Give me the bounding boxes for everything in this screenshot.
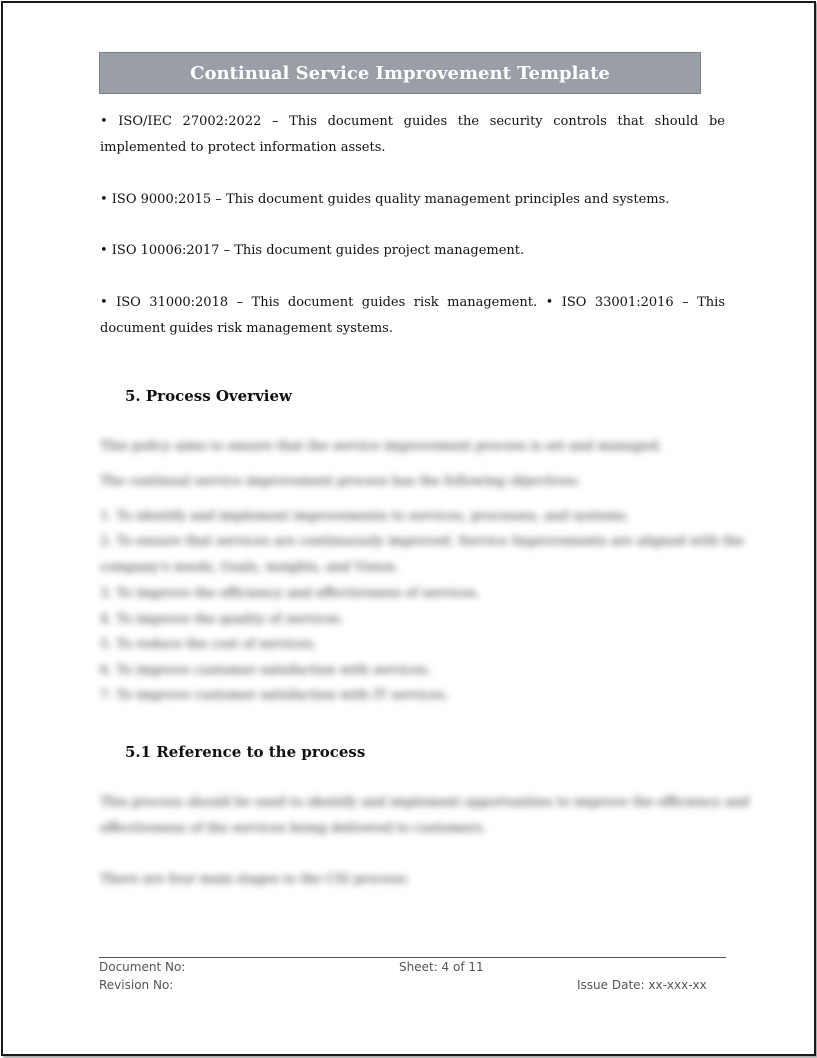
blurred-line: This policy aims to ensure that the service improvement process is set and managed.: [100, 439, 663, 454]
blurred-line: There are four main stages to the CSI process:: [100, 872, 409, 887]
blurred-line: 6. To improve customer satisfaction with services.: [100, 663, 431, 678]
bullet-iso9000: • ISO 9000:2015 – This document guides quality management principles and systems.: [100, 192, 670, 207]
blurred-line: 7. To improve customer satisfaction with IT services.: [100, 688, 449, 703]
footer-document-no: Document No:: [99, 960, 186, 974]
bullet-iso31000: • ISO 31000:2018 – This document guides risk management. • ISO 33001:2016 – This document guides risk management systems.: [100, 295, 725, 336]
document-page: [1, 1, 816, 1056]
section-5-heading: 5. Process Overview: [125, 387, 292, 405]
blurred-line: 3. To improve the efficiency and effectiveness of services.: [100, 586, 481, 601]
blurred-line: The continual service improvement process has the following objectives:: [100, 474, 581, 489]
bullet-iso27002: • ISO/IEC 27002:2022 – This document guides the security controls that should be implemented to protect information assets.: [100, 114, 725, 155]
title-banner: [99, 52, 701, 94]
blurred-line: 4. To improve the quality of services.: [100, 612, 344, 627]
footer-divider: [99, 957, 726, 958]
footer-sheet-number: Sheet: 4 of 11: [399, 960, 484, 974]
bullet-iso10006: • ISO 10006:2017 – This document guides project management.: [100, 243, 525, 258]
blurred-line: effectiveness of the services being delivered to customers.: [100, 821, 487, 836]
footer-issue-date: Issue Date: xx-xxx-xx: [577, 978, 707, 992]
blurred-line: 2. To ensure that services are continuously improved. Service Improvements are aligned with the: [100, 534, 744, 549]
blurred-line: This process should be used to identify and implement opportunities to improve the efficiency and: [100, 795, 750, 810]
blurred-line: 5. To reduce the cost of services.: [100, 637, 318, 652]
document-title: Continual Service Improvement Template: [190, 62, 610, 84]
blurred-line: company's needs, Goals, insights, and Vision.: [100, 560, 399, 575]
section-5-1-heading: 5.1 Reference to the process: [125, 743, 366, 761]
blurred-line: 1. To identify and implement improvements to services, processes, and systems.: [100, 509, 630, 524]
footer-revision-no: Revision No:: [99, 978, 174, 992]
